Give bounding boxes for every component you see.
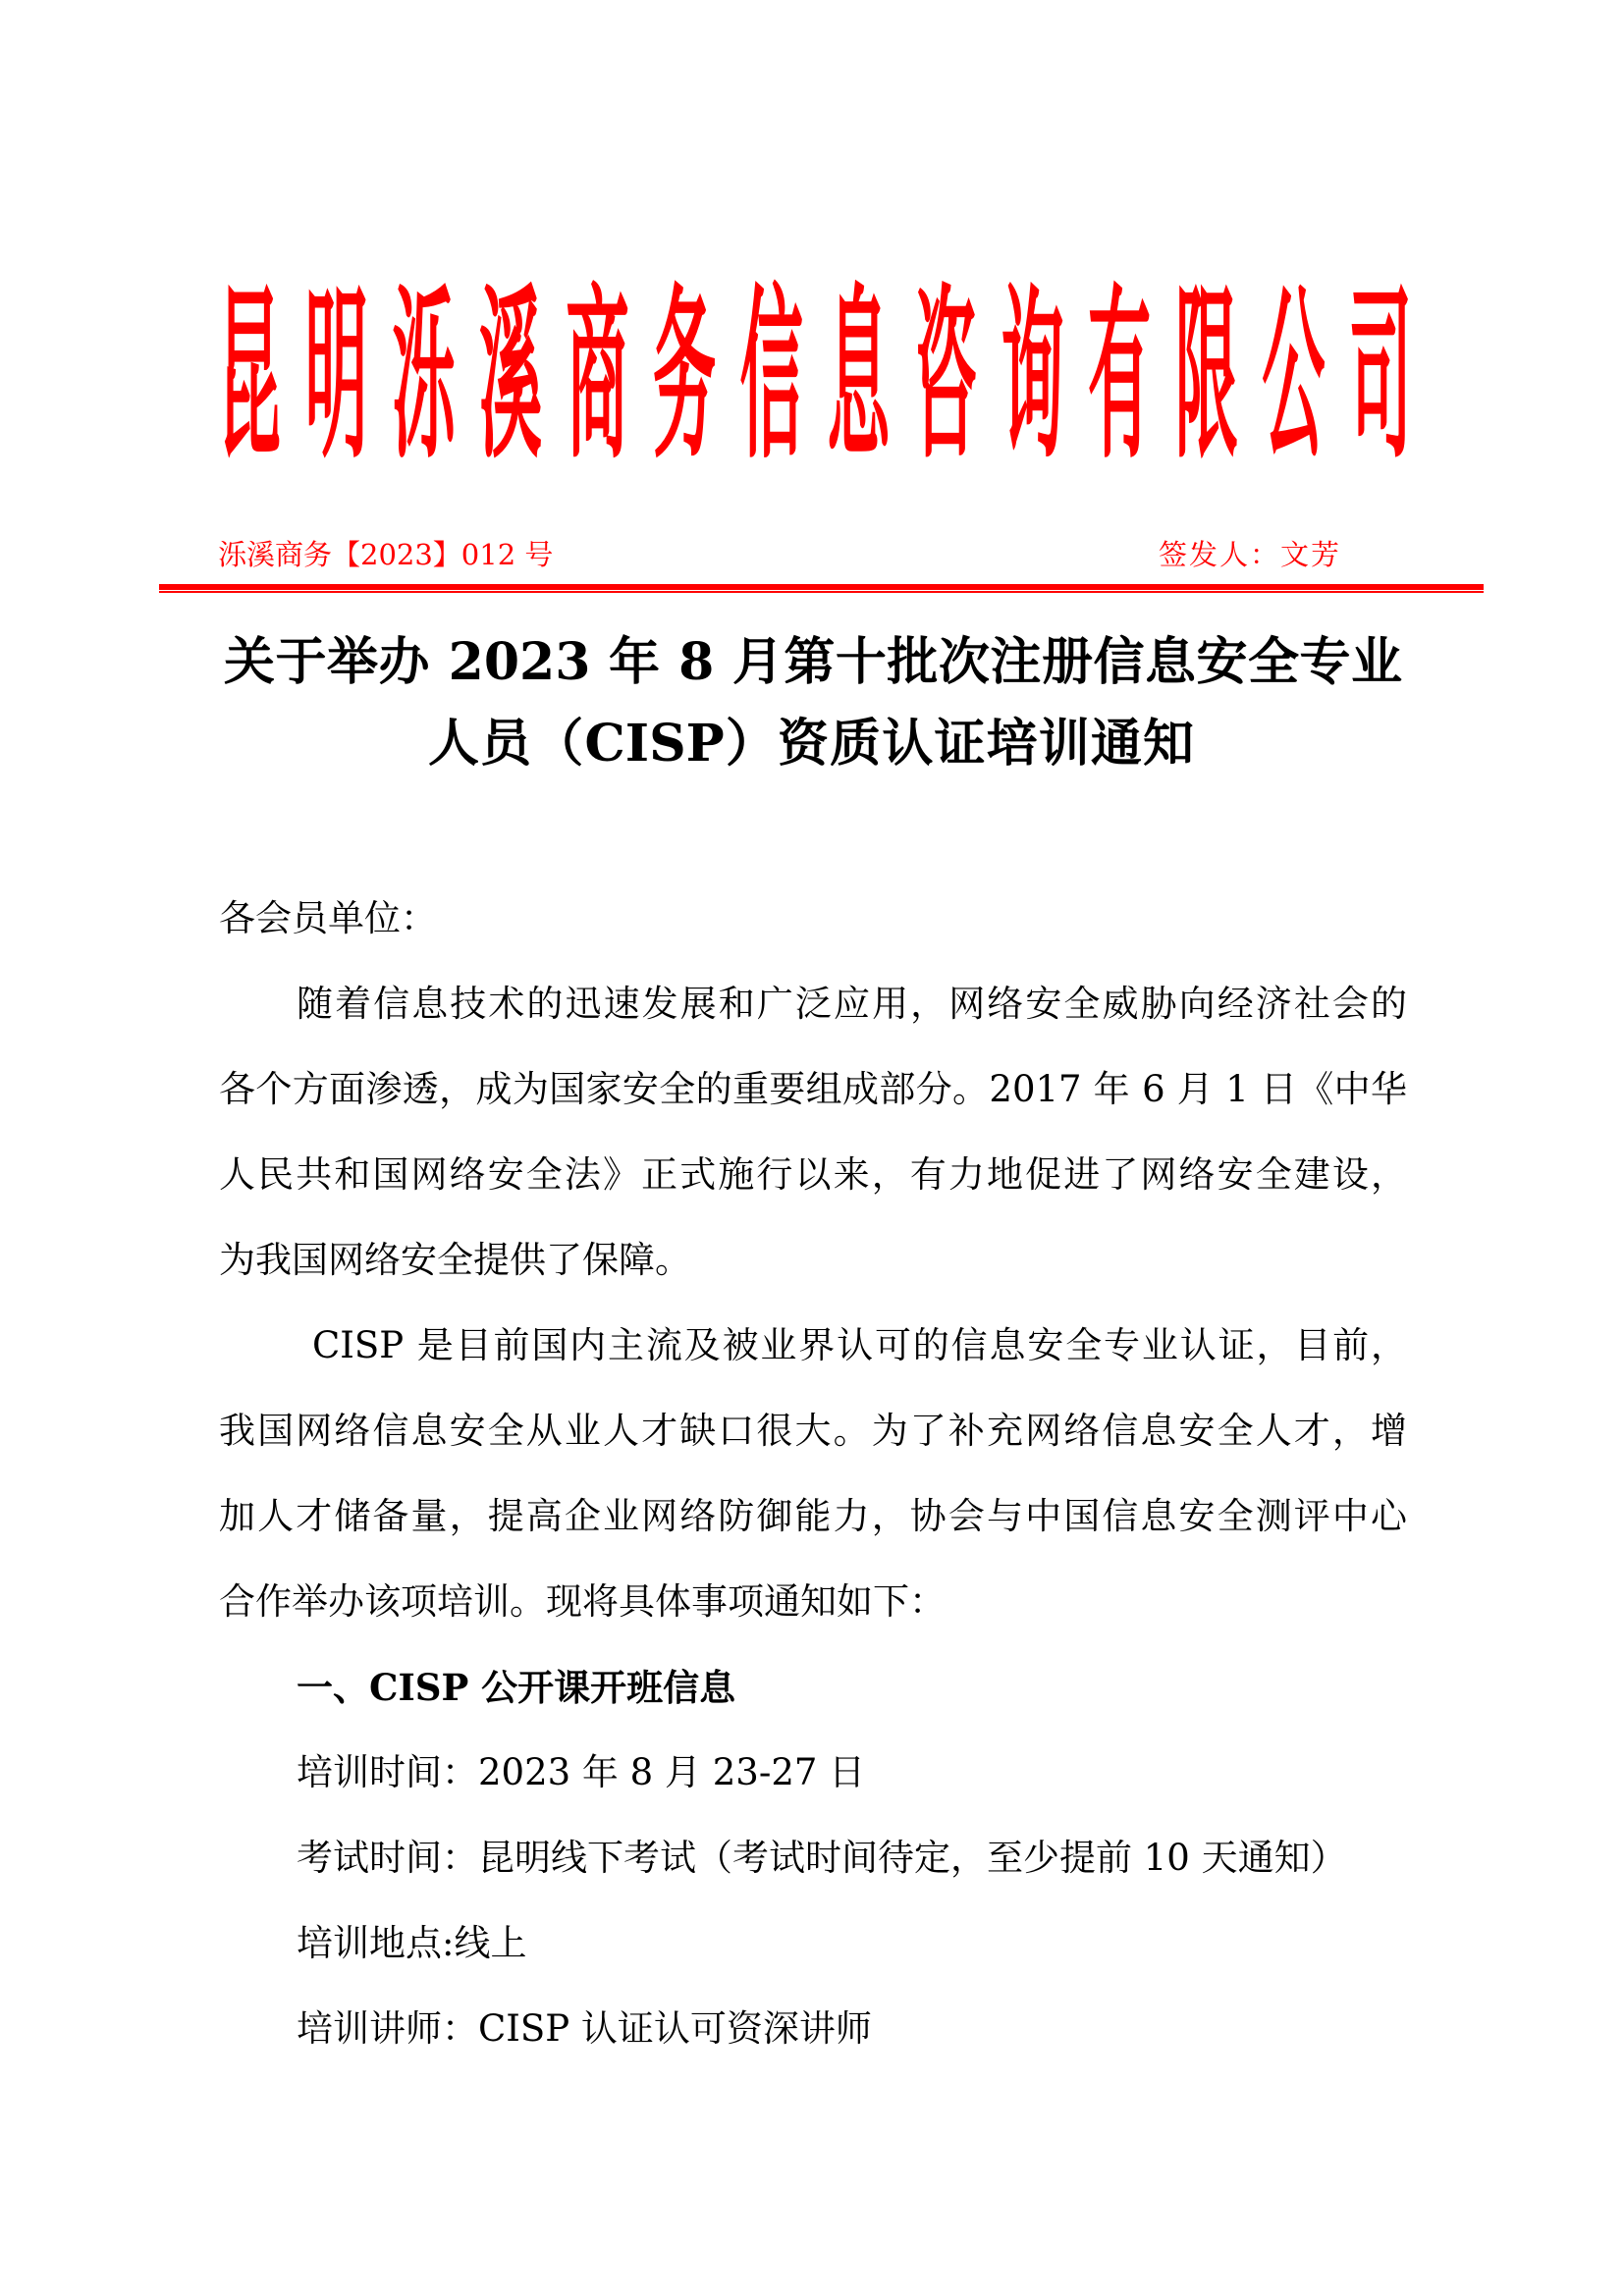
paragraph-2-line: CISP 是目前国内主流及被业界认可的信息安全专业认证，目前，: [312, 1324, 1407, 1366]
section-1-heading: 一、CISP 公开课开班信息: [297, 1666, 736, 1709]
letterhead-char: 有: [1088, 271, 1152, 487]
salutation: 各会员单位：: [219, 897, 437, 939]
letterhead-char: 询: [1001, 271, 1064, 487]
letterhead-char: 溪: [478, 271, 542, 487]
letterhead-char: 商: [566, 271, 629, 487]
paragraph-2-line: 加人才储备量，提高企业网络防御能力，协会与中国信息安全测评中心: [219, 1495, 1407, 1537]
red-header-rule-thin: [159, 591, 1484, 593]
section-1-item-instructor: 培训讲师：CISP 认证认可资深讲师: [297, 2007, 872, 2050]
letterhead-char: 明: [304, 271, 368, 487]
paragraph-2-line: 合作举办该项培训。现将具体事项通知如下：: [219, 1580, 946, 1623]
letterhead-char: 信: [739, 271, 803, 487]
paragraph-1-line: 各个方面渗透，成为国家安全的重要组成部分。2017 年 6 月 1 日《中华: [219, 1068, 1407, 1110]
section-1-item-training-time: 培训时间：2023 年 8 月 23-27 日: [297, 1751, 866, 1793]
paragraph-2-line: 我国网络信息安全从业人才缺口很大。为了补充网络信息安全人才，增: [219, 1410, 1407, 1452]
section-1-item-training-location: 培训地点:线上: [297, 1922, 527, 1964]
document-title-line-1: 关于举办 2023 年 8 月第十批次注册信息安全专业: [224, 632, 1402, 692]
letterhead-company-name: [218, 271, 1412, 487]
letterhead-char: 泺: [392, 271, 456, 487]
paragraph-1-line: 为我国网络安全提供了保障。: [219, 1239, 691, 1281]
letterhead-char: 务: [653, 271, 717, 487]
section-1-item-exam-time: 考试时间：昆明线下考试（考试时间待定，至少提前 10 天通知）: [297, 1837, 1347, 1879]
letterhead-char: 司: [1348, 271, 1412, 487]
paragraph-1-line: 随着信息技术的迅速发展和广泛应用，网络安全威胁向经济社会的: [297, 983, 1407, 1025]
document-title-line-2: 人员（CISP）资质认证培训通知: [428, 714, 1194, 774]
red-header-rule-thick: [159, 584, 1484, 590]
letterhead-char: 昆: [218, 271, 281, 487]
letterhead-char: 息: [827, 271, 891, 487]
document-number: 泺溪商务【2023】012 号: [218, 538, 554, 571]
letterhead-char: 限: [1174, 271, 1238, 487]
signer: 签发人：文芳: [1159, 538, 1342, 571]
letterhead-char: 公: [1262, 271, 1326, 487]
paragraph-1-line: 人民共和国网络安全法》正式施行以来，有力地促进了网络安全建设，: [219, 1153, 1407, 1196]
letterhead-char: 咨: [913, 271, 977, 487]
